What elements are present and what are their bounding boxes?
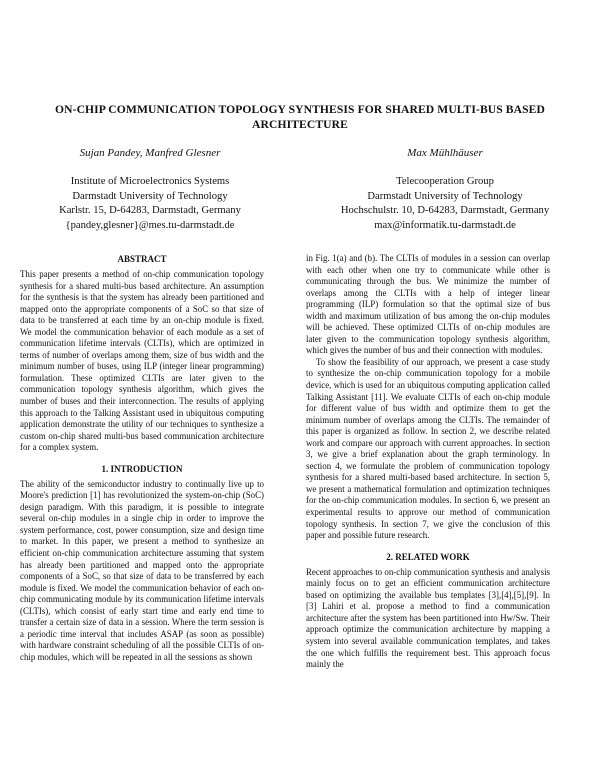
introduction-heading: 1. INTRODUCTION: [101, 463, 183, 474]
right-affiliation-university: Darmstadt University of Technology: [367, 190, 523, 202]
left-author-names: Sujan Pandey, Manfred Glesner: [79, 147, 221, 159]
left-affiliation-email: {pandey,glesner}@mes.tu-darmstadt.de: [65, 219, 235, 231]
left-column: [20, 253, 264, 664]
related-work-text: Recent approaches to on-chip communication synthesis and analysis mainly focus on to get an efficient communication architecture based on optimizing the available bus templates [3],[4],[5],[9]. In [3] Lahiri et al. propose a method to find a communication architecture after the system has been partitioned into Hw/Sw. Their approach optimize the communication architecture by mapping a system into several available communication templates, and takes the one which fulfills the requirement best. This approach focus mainly the: [306, 566, 550, 670]
right-column-para-1: in Fig. 1(a) and (b). The CLTIs of modules in a session can overlap with each other when one try to communicate while other is communicating through the bus. We minimize the number of overlaps among the CLTIs with a help of integer linear programming (ILP) formulation so that the optimal size of bus width and maximum utilization of bus among the on-chip modules will be achieved. These optimized CLTIs of on-chip modules are later given to the communication topology synthesis algorithm, which gives the number of bus and their connection with modules.: [306, 253, 550, 356]
right-column-para-2: To show the feasibility of our approach, we present a case study to synthesize the on-chip communication topology for a mobile device, which is used for an ubiquitous computing application called Talking Assistant [11]. We evaluate CLTIs of each on-chip module for different value of bus width and optimize them to get the minimum number of overlaps among the CLTIs. The remainder of this paper is organized as follow. In section 2, we describe related work and compare our approach with current approaches. In section 3, we give a brief explanation about the graph terminology. In section 4, we formulate the problem of communication topology synthesis for a shared multi-based based architecture. In section 5, we present a mathematical formulation and optimization techniques for the on-chip communication modules. In section 6, we present an experimental results to approve our method of communication topology synthesis. In section 7, we give the conclusion of this paper and possible future research.: [306, 356, 551, 541]
abstract-text: This paper presents a method of on-chip communication topology synthesis for a shared multi-bus based architecture. An assumption for the synthesis is that the system has already been partitioned and mapped onto the appropriate components of a SoC so that size of data to be transferred at each time by an on-chip module is fixed. We model the communication behavior of each module as a set of communication lifetime intervals (CLTIs), which are optimized in terms of number of overlaps among them, size of bus width and the minimum number of buses, using ILP (integer linear programming) formulation. These optimized CLTIs are later given to the communication topology synthesis algorithm, which gives the number of buses and their interconnection. The results of applying this approach to the Talking Assistant used in ubiquitous computing application demonstrate the utility of our techniques to synthesize a custom on-chip shared multi-bus based communication architecture for a complex system.: [20, 269, 264, 453]
title-line-1: ON-CHIP COMMUNICATION TOPOLOGY SYNTHESIS FOR SHARED MULTI-BUS BASED: [55, 103, 545, 116]
left-affiliation: [30, 175, 270, 233]
paper-title: [20, 102, 580, 132]
right-author-names: Max Mühlhäuser: [407, 147, 483, 159]
introduction-text: The ability of the semiconductor industry to continually live up to Moore's prediction [1] has revolutionized the system-on-chip (SoC) design paradigm. With this paradigm, it is possible to integrate several on-chip modules in a single chip in order to improve the system performance, cost, power consumption, size and design time to market. In this paper, we present a method to synthesize an efficient on-chip communication architecture assuming that system has already been partitioned and mapped onto the appropriate components of a SoC, so that size of data to be transferred by each module is fixed. We model the communication behavior of each on-chip communicating module by its communication lifetime intervals (CLTIs), which consist of early start time and early end time to transfer a certain size of data in a session. Where the term session is a periodic time interval that includes ASAP (as soon as possible) with hardware constraint scheduling of all the possible CLTIs of on-chip modules, which will be repeated in all the sessions as shown: [20, 478, 264, 662]
left-affiliation-address: Karlstr. 15, D-64283, Darmstadt, Germany: [59, 205, 241, 216]
title-line-2: ARCHITECTURE: [252, 118, 348, 131]
left-affiliation-university: Darmstadt University of Technology: [72, 190, 228, 202]
right-affiliation-email: max@informatik.tu-darmstadt.de: [374, 219, 516, 231]
right-affiliation-group: Telecooperation Group: [396, 176, 494, 187]
left-affiliation-institute: Institute of Microelectronics Systems: [70, 176, 230, 187]
right-column: [306, 253, 550, 671]
abstract-heading: ABSTRACT: [117, 254, 167, 264]
related-work-heading: 2. RELATED WORK: [386, 551, 470, 562]
right-affiliation-address: Hochschulstr. 10, D-64283, Darmstadt, Germany: [340, 205, 550, 216]
right-affiliation: [320, 175, 570, 233]
